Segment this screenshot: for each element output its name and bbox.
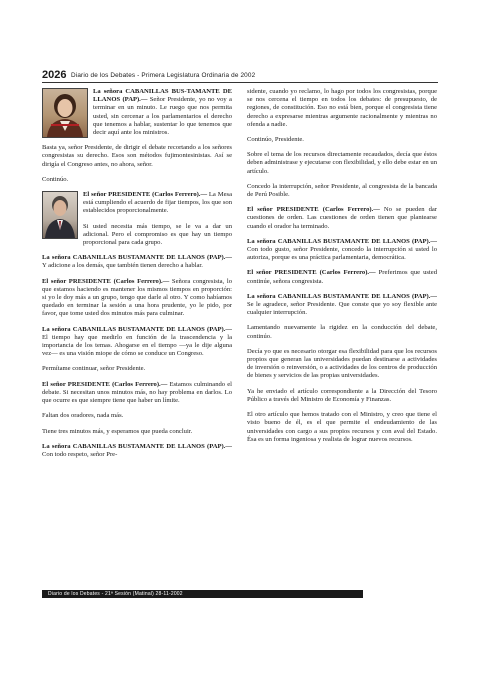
paragraph: El otro artículo que hemos tratado con el Ministro, y creo que tiene el visto bueno de él, es el que permite el endeudamiento de las universidades con cargo a sus propios recursos y con aval del Estado. Ésa es un forma ingeniosa y realista de lograr nuevos recursos. [247, 411, 437, 443]
paragraph: Sobre el tema de los recursos directamente recaudados, decía que éstos deben administrase y ejecutarse con flexibilidad, y ello debe estar en un artículo. [247, 151, 437, 175]
left-column [42, 88, 232, 466]
speaker-photo-ferrero [42, 191, 78, 239]
speaker-name: El señor PRESIDENTE (Carlos Ferrero).— [247, 269, 376, 277]
paragraph [247, 206, 437, 231]
running-title: Diario de los Debates - Primera Legislatura Ordinaria de 2002 [71, 72, 256, 79]
paragraph: Continúo. [42, 175, 69, 183]
speaker-name: El señor PRESIDENTE (Carlos Ferrero).— [42, 380, 168, 388]
paragraph [247, 238, 437, 263]
right-column [247, 88, 437, 451]
paragraph: sidente, cuando yo reclamo, lo hago por todos los congresistas, porque se nos cercena el tiempo en todos los debates: de presupuesto, de regiones, de constitución. Eso no está bien, porque el congresista tiene derecho a expresarse mientras argumente racionalmente y mientras no ofenda a nadie. [247, 88, 437, 128]
paragraph: Si usted necesita más tiempo, se le va a dar un adicional. Pero el compromiso es que hay un tiempo proporcional para cada grupo. [83, 222, 232, 247]
paragraph [42, 443, 232, 459]
speaker-name: La señora CABANILLAS BUSTAMANTE DE LLANOS (PAP).— [42, 325, 232, 333]
speech-text: El tiempo hay que medirlo en función de la trascendencia y la importancia de los temas. Ahogarse en el tiempo —ya le dije alguna vez— es una visión miope de cómo se conduce un Congreso. [42, 333, 232, 358]
paragraph [42, 254, 232, 270]
footer-text: Diario de los Debates - 21ª Sesión (Matinal) 28-11-2002 [48, 591, 183, 597]
paragraph: Permítame continuar, señor Presidente. [42, 365, 146, 373]
speaker-photo-cabanillas [42, 88, 88, 138]
paragraph [42, 88, 232, 137]
speech-text: Estamos culminando el debate. Si necesitan unos minutos más, no hay problema en darlos. Lo que ocurre es que siempre tiene que haber un límite. [42, 380, 232, 405]
speech-text: Señor Presidente, yo no voy a terminar en un minuto. Le ruego que nos permita usted, sin cercenar a los parlamentarios el derecho que tenemos a hablar, sustentar lo que tenemos que decir aquí ante los ministros. [93, 96, 232, 137]
speech-text: Preferimos que usted continúe, señora congresista. [247, 269, 437, 285]
paragraph: Decía yo que es necesario otorgar esa flexibilidad para que los recursos propios que generan las universidades puedan destinarse a actividades de inversión o reinversión, o a actividades de los centros de producción de bienes y servicios de las propias universidades. [247, 347, 437, 380]
speaker-name: La señora CABANILLAS BUSTAMANTE DE LLANOS (PAP).— [42, 254, 232, 262]
speech-text: Con todo respeto, señor Pre- [42, 450, 118, 458]
speaker-name: La señora CABANILLAS BUSTAMANTE DE LLANOS (PAP).— [247, 292, 437, 300]
speech-text: Se le agradece, señor Presidente. Que conste que yo soy flexible ante cualquier interrupción. [247, 301, 437, 317]
paragraph [42, 191, 232, 216]
speaker-name: La señora CABANILLAS BUSTAMANTE DE LLANOS (PAP).— [247, 237, 437, 245]
speech-text: No se pueden dar cuestiones de orden. Las cuestiones de orden tienen que plantearse cuando el orador ha terminado. [247, 206, 437, 230]
page-footer [42, 590, 363, 598]
paragraph: Ya he enviado el artículo correspondiente a la Dirección del Tesoro Público a través del Ministro de Economía y Finanzas. [247, 387, 437, 403]
speech-text: Y adicione a los demás, que también tienen derecho a hablar. [42, 262, 203, 270]
page-header [42, 68, 438, 82]
paragraph: Faltan dos oradores, nada más. [42, 412, 124, 420]
paragraph [247, 293, 437, 318]
paragraph [42, 326, 232, 359]
paragraph [247, 269, 437, 285]
paragraph: Basta ya, señor Presidente, de dirigir el debate recortando a los señores congresistas su derecho. Esos son métodos fujimontesinistas. Así se dirigía el Congreso antes, no ahora, señor. [42, 144, 232, 168]
page-number: 2026 [42, 69, 67, 81]
speaker-name: La señora CABANILLAS BUS-TAMANTE DE LLANOS (PAP).— [93, 88, 232, 104]
paragraph: Concedo la interrupción, señor Presidente, al congresista de la bancada de Perú Posible. [247, 182, 437, 199]
speech-text: Señora congresista, lo que estamos haciendo es mantener los mismos tiempos en proporción: si yo le doy más a un grupo, tengo que darle al otro. Y como habíamos quedado en terminar la sesión a una hora prudente, yo le pido, por favor, que tome usted dos minutos más para culminar. [42, 277, 232, 318]
paragraph: Tiene tres minutos más, y esperamos que pueda concluir. [42, 427, 193, 435]
speaker-name: El señor PRESIDENTE (Carlos Ferrero).— [247, 206, 380, 214]
speaker-name: La señora CABANILLAS BUSTAMANTE DE LLANOS (PAP).— [42, 442, 232, 450]
header-rule [42, 82, 438, 83]
paragraph: Continúo, Presidente. [247, 136, 304, 144]
speaker-name: El señor PRESIDENTE (Carlos Ferrero).— [83, 191, 208, 199]
paragraph [42, 278, 232, 319]
paragraph: Lamentando nuevamente la rigidez en la conducción del debate, continúo. [247, 324, 437, 340]
speech-text: Con todo gusto, señor Presidente, concedo la interrupción si usted lo autoriza, porque es una práctica parlamentaria, democrática. [247, 246, 437, 262]
speaker-name: El señor PRESIDENTE (Carlos Ferrero).— [42, 277, 170, 285]
paragraph [42, 381, 232, 406]
speech-text: La Mesa está cumpliendo el acuerdo de fijar tiempos, los que son establecidos proporcionalmente. [83, 191, 232, 215]
